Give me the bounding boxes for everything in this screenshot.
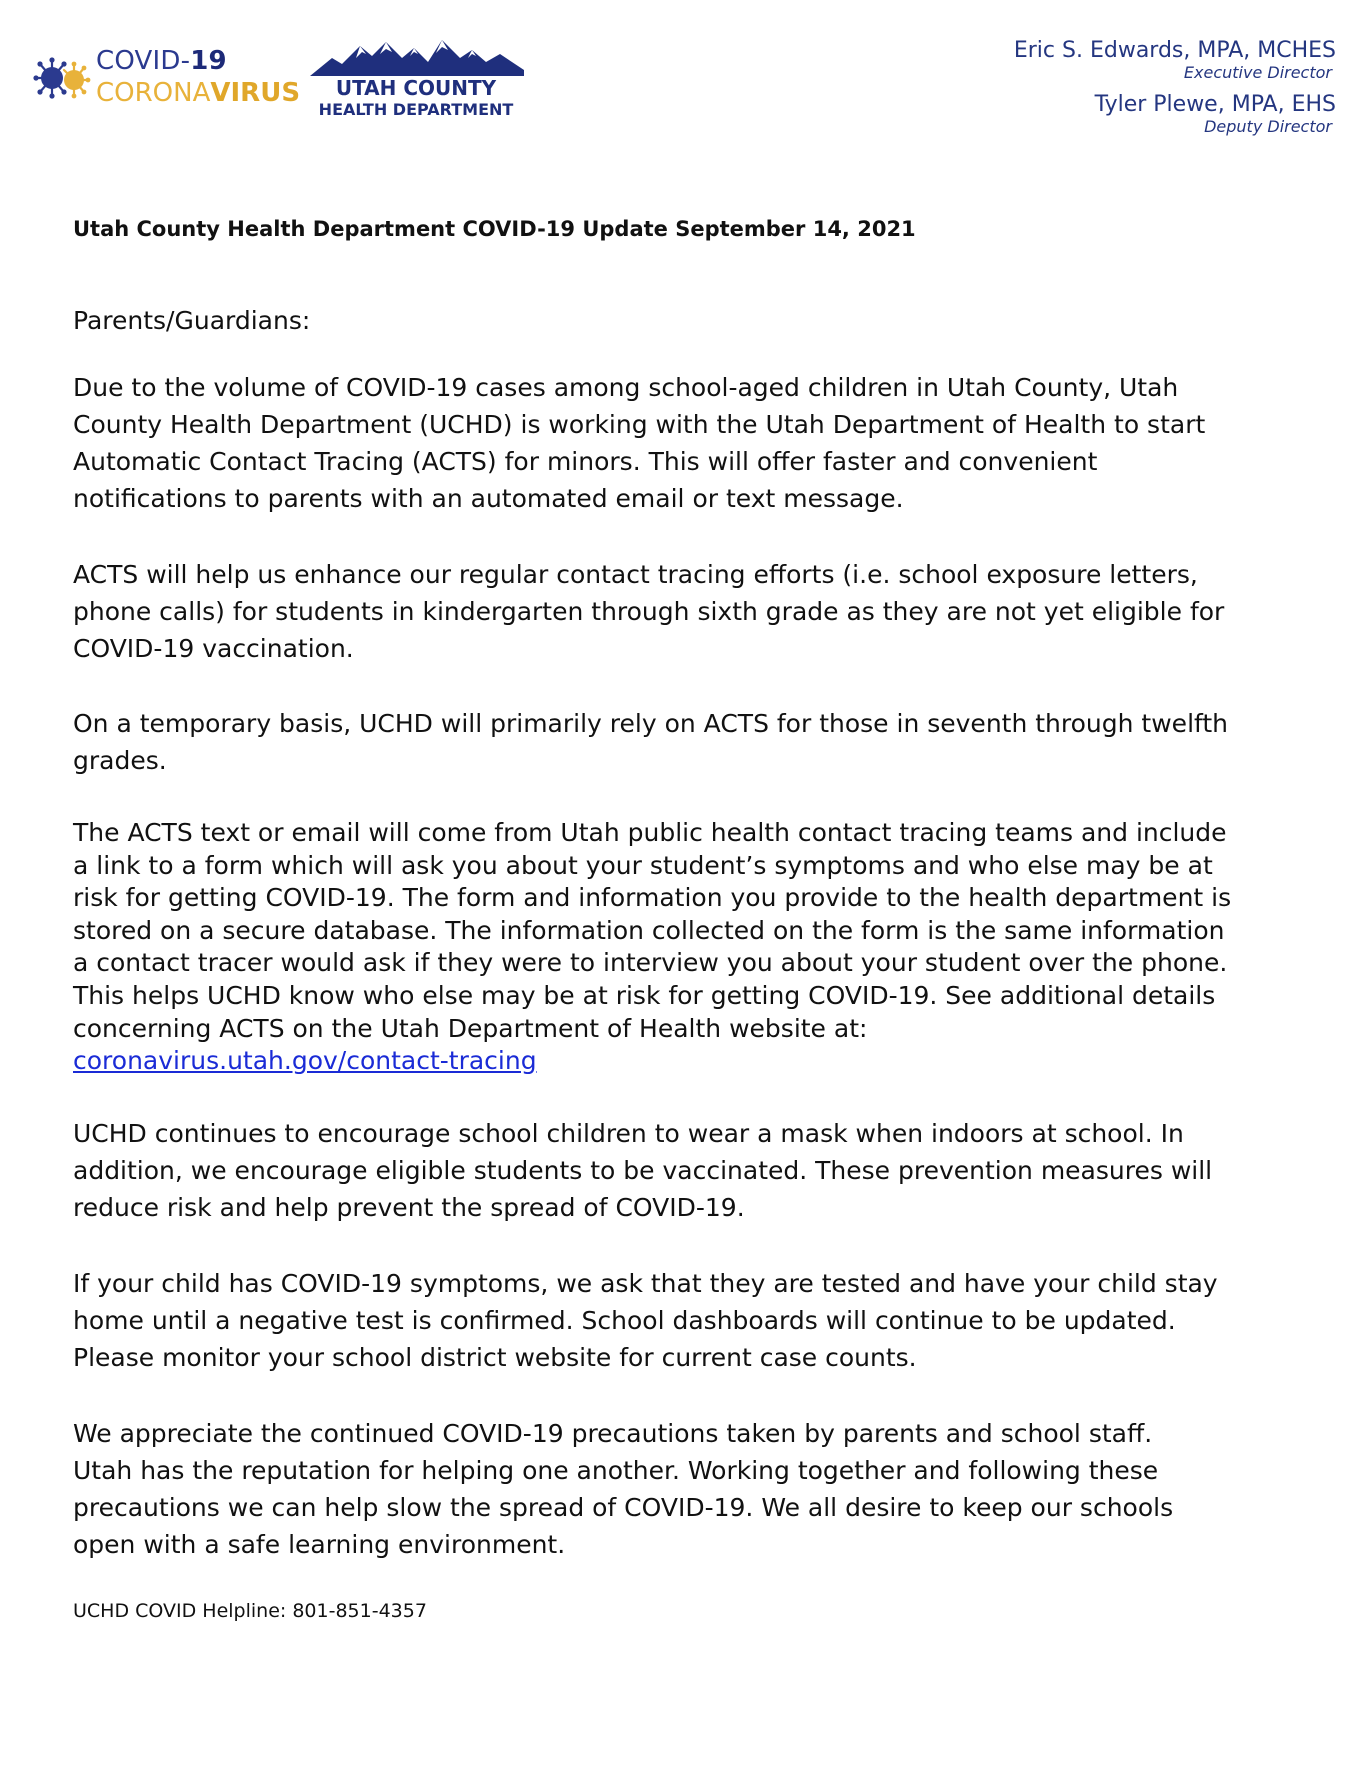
uchd-logo-line2: HEALTH DEPARTMENT bbox=[318, 100, 514, 119]
paragraph-temporary-basis bbox=[73, 705, 1273, 779]
paragraph-line: concerning ACTS on the Utah Department of Health website at: bbox=[73, 1013, 868, 1043]
paragraph-line: County Health Department (UCHD) is working with the Utah Department of Health to start bbox=[73, 410, 1206, 439]
uchd-logo-line1: UTAH COUNTY bbox=[335, 76, 497, 100]
paragraph-line: phone calls) for students in kindergarten through sixth grade as they are not yet eligible for bbox=[73, 597, 1225, 626]
paragraph-line: This helps UCHD know who else may be at risk for getting COVID-19. See additional details bbox=[73, 980, 1216, 1010]
paragraph-line: grades. bbox=[73, 746, 167, 775]
covid-19-coronavirus-logo bbox=[30, 44, 300, 116]
official-name: Eric S. Edwards, MPA, MCHES bbox=[1013, 38, 1336, 63]
paragraph-line: a link to a form which will ask you about your student’s symptoms and who else may be at bbox=[73, 850, 1213, 880]
paragraph-line: We appreciate the continued COVID-19 precautions taken by parents and school staff. bbox=[73, 1419, 1153, 1448]
paragraph-line: reduce risk and help prevent the spread of COVID-19. bbox=[73, 1193, 745, 1222]
covid-logo-line1: COVID-19 bbox=[96, 46, 227, 76]
covid-helpline: UCHD COVID Helpline: 801-851-4357 bbox=[73, 1600, 427, 1622]
paragraph-acts-text-email bbox=[73, 817, 1273, 1078]
paragraph-appreciation bbox=[73, 1415, 1273, 1563]
paragraph-masks bbox=[73, 1115, 1273, 1226]
official-title: Executive Director bbox=[1183, 63, 1332, 82]
paragraph-line: a contact tracer would ask if they were to interview you about your student over the phone. bbox=[73, 948, 1228, 978]
utah-county-health-department-logo bbox=[308, 36, 528, 126]
paragraph-line: COVID-19 vaccination. bbox=[73, 634, 354, 663]
paragraph-line: UCHD continues to encourage school children to wear a mask when indoors at school. In bbox=[73, 1119, 1184, 1148]
covid-logo-line2: CORONAVIRUS bbox=[96, 78, 301, 108]
virus-icon bbox=[30, 50, 94, 106]
paragraph-acts-enhance bbox=[73, 556, 1273, 667]
paragraph-line: Automatic Contact Tracing (ACTS) for minors. This will offer faster and convenient bbox=[73, 447, 1098, 476]
officials-block bbox=[916, 38, 1336, 146]
paragraph-line: home until a negative test is confirmed. School dashboards will continue to be updated. bbox=[73, 1306, 1176, 1335]
paragraph-line: stored on a secure database. The information collected on the form is the same information bbox=[73, 915, 1225, 945]
paragraph-line: ACTS will help us enhance our regular contact tracing efforts (i.e. school exposure letters, bbox=[73, 560, 1198, 589]
paragraph-line: addition, we encourage eligible students to be vaccinated. These prevention measures will bbox=[73, 1156, 1213, 1185]
paragraph-line: risk for getting COVID-19. The form and information you provide to the health department is bbox=[73, 883, 1232, 913]
paragraph-acts-intro bbox=[73, 369, 1273, 517]
document-title: Utah County Health Department COVID-19 Update September 14, 2021 bbox=[73, 217, 916, 241]
salutation: Parents/Guardians: bbox=[73, 306, 311, 335]
paragraph-line: On a temporary basis, UCHD will primarily rely on ACTS for those in seventh through twelfth bbox=[73, 709, 1229, 738]
paragraph-line: Utah has the reputation for helping one another. Working together and following these bbox=[73, 1456, 1159, 1485]
paragraph-line: If your child has COVID-19 symptoms, we ask that they are tested and have your child stay bbox=[73, 1269, 1218, 1298]
paragraph-symptoms bbox=[73, 1265, 1273, 1376]
official-deputy-director bbox=[916, 92, 1336, 136]
official-executive-director bbox=[916, 38, 1336, 82]
paragraph-line: open with a safe learning environment. bbox=[73, 1530, 566, 1559]
paragraph-line: notifications to parents with an automated email or text message. bbox=[73, 484, 904, 513]
paragraph-line: The ACTS text or email will come from Utah public health contact tracing teams and include bbox=[73, 818, 1227, 847]
official-title: Deputy Director bbox=[1204, 117, 1332, 136]
official-name: Tyler Plewe, MPA, EHS bbox=[1094, 92, 1336, 117]
paragraph-line: precautions we can help slow the spread of COVID-19. We all desire to keep our schools bbox=[73, 1493, 1174, 1522]
mountains-icon bbox=[310, 36, 524, 78]
paragraph-line: Due to the volume of COVID-19 cases among school-aged children in Utah County, Utah bbox=[73, 373, 1179, 402]
paragraph-line: Please monitor your school district website for current case counts. bbox=[73, 1343, 917, 1372]
contact-tracing-link[interactable]: coronavirus.utah.gov/contact-tracing bbox=[73, 1046, 537, 1076]
